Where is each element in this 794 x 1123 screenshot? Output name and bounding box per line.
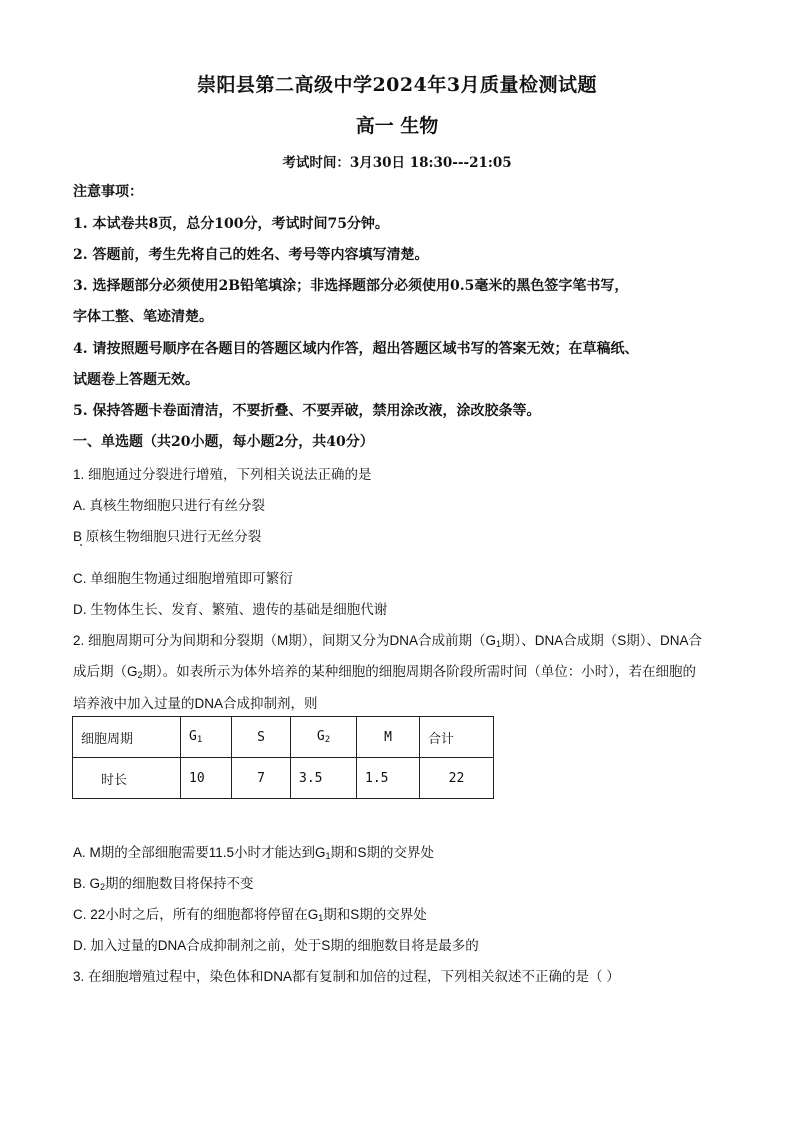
notice-item-4-cont: 试题卷上答题无效。 — [73, 372, 199, 388]
q2-option-b: B. $G_2$期的细胞数目将保持不变 — [73, 876, 254, 892]
notice-item-3: 3. 选择题部分必须使用2B铅笔填涂；非选择题部分必须使用0.5毫米的黑色签字笔书写， — [73, 278, 629, 294]
notice-heading: 注意事项： — [73, 184, 143, 200]
q1-option-a: A. 真核生物细胞只进行有丝分裂 — [73, 498, 266, 513]
table-cell: 22 — [420, 758, 494, 799]
q2-stem-line-1-b: 期）、DNA合成期（S期）、DNA合 — [501, 633, 703, 648]
stray-dot — [80, 544, 82, 546]
q2-stem-line-2 — [73, 660, 696, 680]
notice-item-2: 2. 答题前，考生先将自己的姓名、考号等内容填写清楚。 — [73, 247, 429, 263]
table-header-cell: 合计 — [420, 717, 494, 758]
notice-item-1: 1. 本试卷共8页，总分100分，考试时间75分钟。 — [73, 216, 389, 232]
notice-item-3-cont: 字体工整、笔迹清楚。 — [73, 309, 213, 325]
q3-stem: 3. 在细胞增殖过程中，染色体和DNA都有复制和加倍的过程，下列相关叙述不正确的是（ ） — [73, 969, 620, 984]
table-cell: 7 — [232, 758, 291, 799]
exam-title: 崇阳县第二高级中学2024年3月质量检测试题 — [196, 74, 598, 96]
table-header-cell: $G_2$ — [291, 717, 357, 758]
q2-stem-line-2-sub: 2 — [137, 670, 143, 680]
q1-option-d: D. 生物体生长、发育、繁殖、遗传的基础是细胞代谢 — [73, 602, 388, 617]
q2-option-a: A. M期的全部细胞需要11.5小时才能达到$G_1$期和S期的交界处 — [73, 845, 435, 861]
table-header-cell: M — [357, 717, 420, 758]
table-cell: 10 — [181, 758, 232, 799]
cell-cycle-table — [72, 716, 494, 799]
table-row — [73, 758, 494, 799]
table-header-cell: S — [232, 717, 291, 758]
exam-time: 考试时间：3月30日 18:30---21:05 — [282, 155, 512, 171]
table-cell: 1.5 — [357, 758, 420, 799]
q2-option-d: D. 加入过量的DNA合成抑制剂之前，处于S期的细胞数目将是最多的 — [73, 938, 479, 953]
q2-stem-line-3: 培养液中加入过量的DNA合成抑制剂，则 — [73, 696, 318, 711]
table-header-row — [73, 717, 494, 758]
q2-stem-line-1 — [73, 629, 702, 649]
table-cell: 3.5 — [291, 758, 357, 799]
table-cell: 时长 — [73, 758, 181, 799]
q1-stem: 1. 细胞通过分裂进行增殖，下列相关说法正确的是 — [73, 467, 372, 482]
table-header-cell: $G_1$ — [181, 717, 232, 758]
q2-stem-line-1-a: 2. 细胞周期可分为间期和分裂期（M期），间期又分为DNA合成前期（G — [73, 633, 497, 648]
q1-option-c: C. 单细胞生物通过细胞增殖即可繁衍 — [73, 571, 293, 586]
q2-stem-line-2-a: 成后期（G — [73, 664, 138, 679]
exam-subtitle: 高一 生物 — [355, 115, 439, 137]
q2-stem-line-2-b: 期）。如表所示为体外培养的某种细胞的细胞周期各阶段所需时间（单位：小时），若在细胞的 — [142, 664, 697, 679]
table-header-cell: 细胞周期 — [73, 717, 181, 758]
q1-option-b: B 原核生物细胞只进行无丝分裂 — [73, 529, 262, 544]
q2-stem-line-1-sub: 1 — [496, 639, 502, 649]
section-heading: 一、单选题（共20小题，每小题2分，共40分） — [73, 434, 374, 450]
notice-item-4: 4. 请按照题号顺序在各题目的答题区域内作答，超出答题区域书写的答案无效；在草稿纸、 — [73, 341, 639, 357]
notice-item-5: 5. 保持答题卡卷面清洁，不要折叠、不要弄破，禁用涂改液，涂改胶条等。 — [73, 403, 541, 419]
q2-option-c: C. 22小时之后，所有的细胞都将停留在$G_1$期和S期的交界处 — [73, 907, 427, 923]
